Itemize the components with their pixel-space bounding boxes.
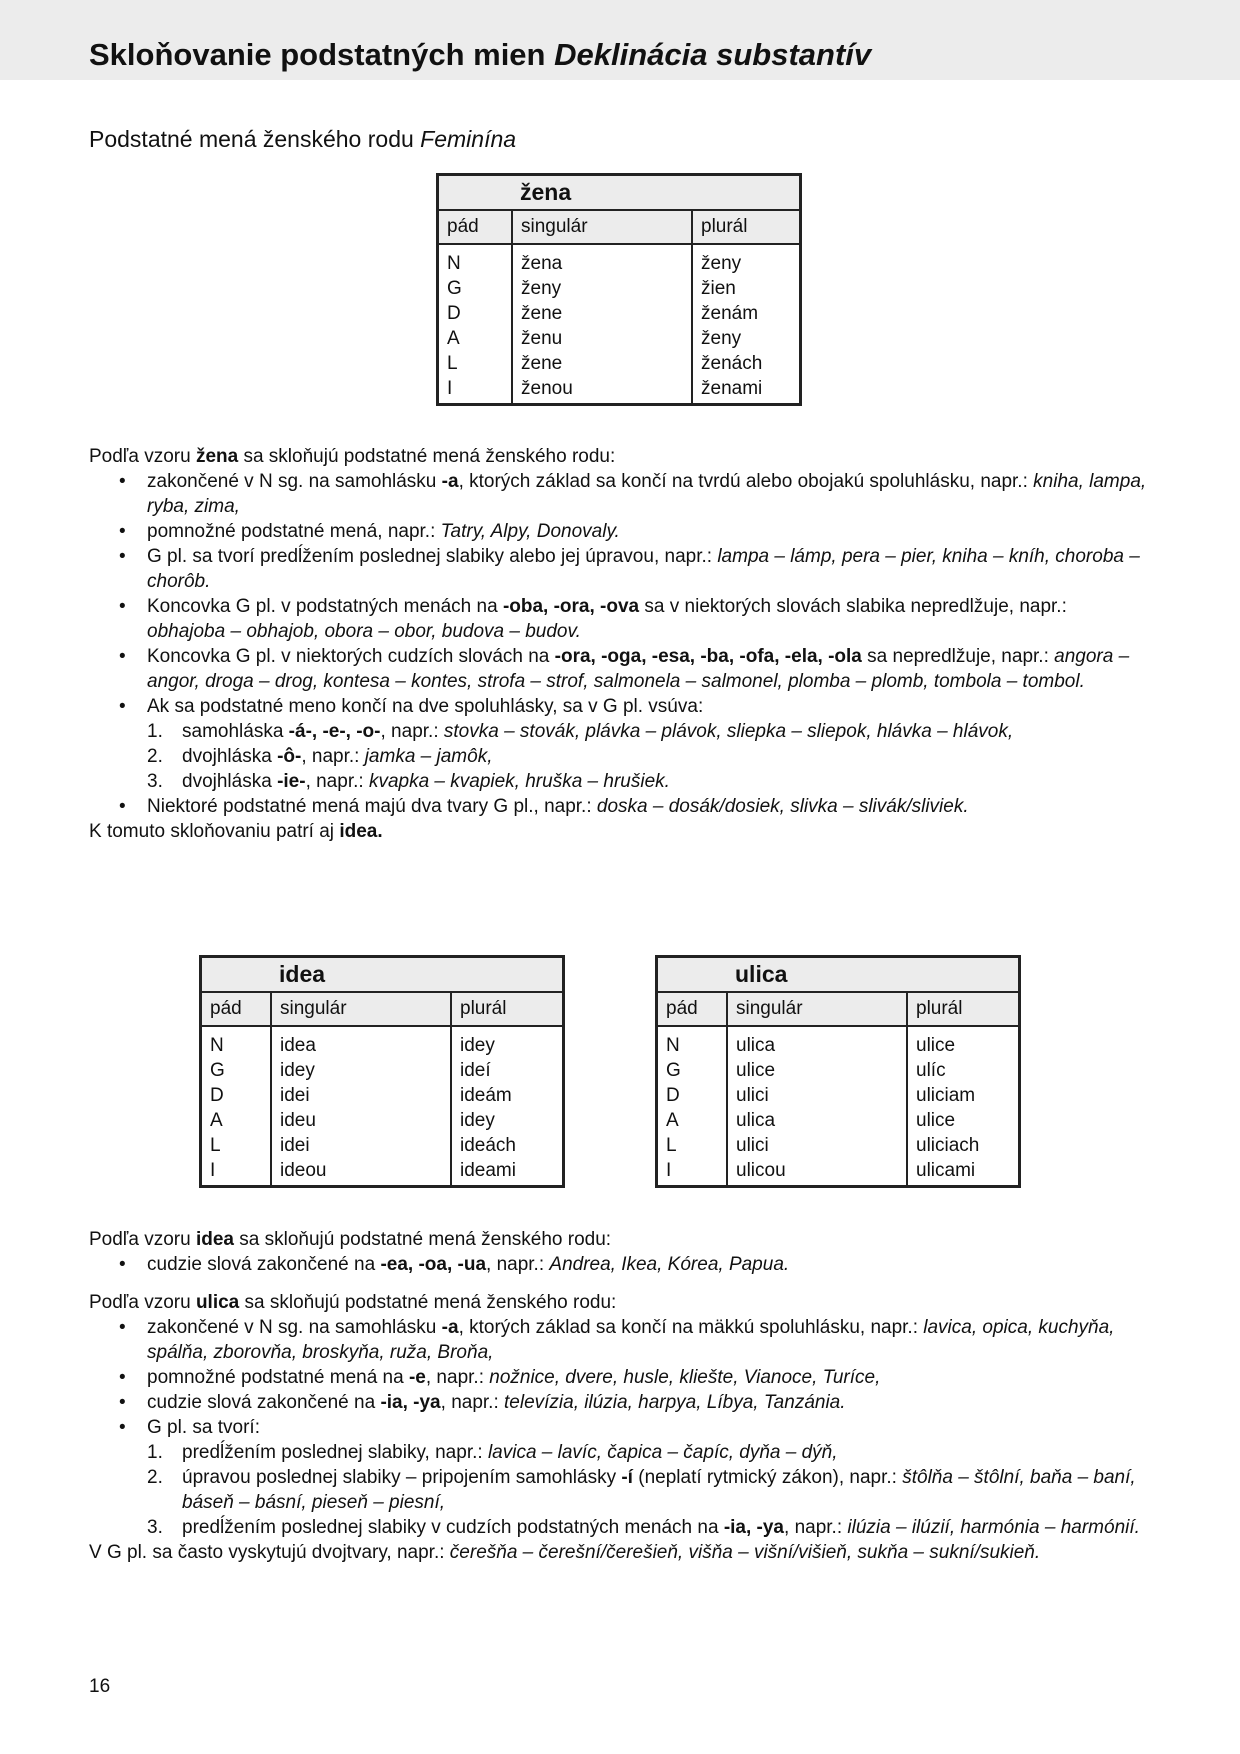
case: I [447, 378, 453, 399]
table-title: žena [512, 175, 801, 211]
list-item: • pomnožné podstatné mená, napr.: Tatry, Alpy, Donovaly. [89, 519, 1149, 544]
rules-outro: K tomuto skloňovaniu patrí aj idea. [89, 821, 383, 842]
table-title: ulica [727, 957, 1020, 993]
singular-column [271, 1026, 451, 1187]
list-item: • cudzie slová zakončené na -ia, -ya, napr.: televízia, ilúzia, harpya, Líbya, Tanzánia. [89, 1390, 1149, 1415]
col-singular: singulár [727, 992, 907, 1026]
form: ženou [521, 378, 573, 399]
form: ulicou [736, 1160, 786, 1181]
list-item: • Koncovka G pl. v niektorých cudzích slovách na -ora, -oga, -esa, -ba, -ofa, -ela, -ola sa nepredlžuje, napr.: angora – angor, droga – drog, kontesa – kontes, strofa – strof, salmonela – salmonel, plomba – plomb, tombola – tombol. [89, 644, 1149, 694]
form: ženy [521, 278, 562, 299]
rules-ulica [89, 1290, 1149, 1565]
case-column [438, 244, 513, 405]
form: ulica [736, 1110, 776, 1131]
rules-zena [89, 444, 1149, 844]
case: L [210, 1135, 221, 1156]
table-title: idea [271, 957, 564, 993]
form: uliciam [916, 1085, 976, 1106]
rules-outro: V G pl. sa často vyskytujú dvojtvary, napr.: čerešňa – čerešní/čerešieň, višňa – višní/višieň, sukňa – sukní/sukieň. [89, 1542, 1041, 1563]
form: ulica [736, 1035, 776, 1056]
form: žien [701, 278, 736, 299]
form: ideám [460, 1085, 512, 1106]
rules-idea [89, 1227, 1149, 1277]
form: ulice [916, 1110, 956, 1131]
singular-column [512, 244, 692, 405]
form: idey [460, 1035, 495, 1056]
col-case: pád [438, 210, 513, 244]
form: ulice [736, 1060, 776, 1081]
case: L [666, 1135, 677, 1156]
col-singular: singulár [512, 210, 692, 244]
page-number: 16 [89, 1676, 111, 1697]
case: N [666, 1035, 680, 1056]
rules-list [89, 469, 1149, 719]
col-singular: singulár [271, 992, 451, 1026]
form: ulici [736, 1085, 769, 1106]
numbered-item: 1. predĺžením poslednej slabiky, napr.: lavica – lavíc, čapica – čapíc, dyňa – dýň, [147, 1442, 838, 1463]
col-case: pád [657, 992, 728, 1026]
case: D [210, 1085, 224, 1106]
form: ulice [916, 1035, 956, 1056]
col-case: pád [201, 992, 272, 1026]
form: žena [521, 253, 563, 274]
form: idei [280, 1135, 310, 1156]
form: ulíc [916, 1060, 946, 1081]
rules-list [89, 1315, 1149, 1440]
case: A [447, 328, 460, 349]
case: D [447, 303, 461, 324]
table-head-blank [438, 175, 513, 211]
case: N [210, 1035, 224, 1056]
form: idey [280, 1060, 315, 1081]
form: ženám [701, 303, 759, 324]
form: ženu [521, 328, 563, 349]
numbered-list [89, 1440, 1149, 1540]
form: idea [280, 1035, 316, 1056]
form: ideami [460, 1160, 516, 1181]
case: A [666, 1110, 679, 1131]
case: I [210, 1160, 216, 1181]
form: idey [460, 1110, 495, 1131]
page-title-main: Skloňovanie podstatných mien [89, 37, 546, 72]
form: ideou [280, 1160, 327, 1181]
form: žene [521, 303, 563, 324]
form: žene [521, 353, 563, 374]
page-title-italic: Deklinácia substantív [554, 37, 872, 72]
table-ulica [655, 955, 1021, 1188]
list-item: • cudzie slová zakončené na -ea, -oa, -ua, napr.: Andrea, Ikea, Kórea, Papua. [89, 1252, 1149, 1277]
table-idea [199, 955, 565, 1188]
col-plural: plurál [692, 210, 801, 244]
case: G [447, 278, 462, 299]
page-title [89, 38, 871, 72]
form: ženy [701, 328, 742, 349]
form: ideách [460, 1135, 516, 1156]
form: ženy [701, 253, 742, 274]
form: ideí [460, 1060, 491, 1081]
table-head-blank [657, 957, 728, 993]
col-plural: plurál [451, 992, 564, 1026]
list-item: • Koncovka G pl. v podstatných menách na -oba, -ora, -ova sa v niektorých slovách slabika nepredlžuje, napr.: obhajoba – obhajob, obora – obor, budova – budov. [89, 594, 1149, 644]
rules-list [89, 1252, 1149, 1277]
list-item: • G pl. sa tvorí predĺžením poslednej slabiky alebo jej úpravou, napr.: lampa – lámp, pera – pier, kniha – kníh, choroba – chorôb. [89, 544, 1149, 594]
case: A [210, 1110, 223, 1131]
case: I [666, 1160, 672, 1181]
form: ideu [280, 1110, 316, 1131]
list-item: • pomnožné podstatné mená na -e, napr.: nožnice, dvere, husle, kliešte, Vianoce, Turíce, [89, 1365, 1149, 1390]
rules-intro: Podľa vzoru idea sa skloňujú podstatné mená ženského rodu: [89, 1229, 612, 1250]
plural-column [907, 1026, 1020, 1187]
table-head-blank [201, 957, 272, 993]
rules-intro: Podľa vzoru žena sa skloňujú podstatné mená ženského rodu: [89, 446, 616, 467]
numbered-item: 3. dvojhláska -ie-, napr.: kvapka – kvapiek, hruška – hrušiek. [147, 771, 670, 792]
singular-column [727, 1026, 907, 1187]
case: G [210, 1060, 225, 1081]
case-column [657, 1026, 728, 1187]
list-item: • Niektoré podstatné mená majú dva tvary G pl., napr.: doska – dosák/dosiek, slivka – slivák/sliviek. [89, 794, 1149, 819]
section-title-italic: Feminína [420, 126, 517, 152]
section-title [89, 126, 516, 153]
case: D [666, 1085, 680, 1106]
list-item: • G pl. sa tvorí: [89, 1415, 1149, 1440]
case: N [447, 253, 461, 274]
list-item: • zakončené v N sg. na samohlásku -a, ktorých základ sa končí na mäkkú spoluhlásku, napr.: lavica, opica, kuchyňa, spálňa, zborovňa, broskyňa, ruža, Broňa, [89, 1315, 1149, 1365]
numbered-list [89, 719, 1149, 794]
col-plural: plurál [907, 992, 1020, 1026]
form: idei [280, 1085, 310, 1106]
form: ulicami [916, 1160, 976, 1181]
list-item: • zakončené v N sg. na samohlásku -a, ktorých základ sa končí na tvrdú alebo obojakú spoluhlásku, napr.: kniha, lampa, ryba, zima, [89, 469, 1149, 519]
form: uliciach [916, 1135, 980, 1156]
numbered-item: 2. dvojhláska -ô-, napr.: jamka – jamôk, [147, 746, 493, 767]
case: L [447, 353, 458, 374]
rules-intro: Podľa vzoru ulica sa skloňujú podstatné mená ženského rodu: [89, 1292, 617, 1313]
numbered-item: 2. úpravou poslednej slabiky – pripojením samohlásky -í (neplatí rytmický zákon), napr.: štôlňa – štôlní, baňa – baní, báseň – básní, pieseň – piesní, [147, 1467, 1136, 1513]
list-item: • Ak sa podstatné meno končí na dve spoluhlásky, sa v G pl. vsúva: [89, 694, 1149, 719]
section-title-main: Podstatné mená ženského rodu [89, 126, 414, 152]
numbered-item: 1. samohláska -á-, -e-, -o-, napr.: stovka – stovák, plávka – plávok, sliepka – sliepok, hlávka – hlávok, [147, 721, 1014, 742]
table-zena [436, 173, 802, 406]
plural-column [451, 1026, 564, 1187]
case-column [201, 1026, 272, 1187]
form: ženách [701, 353, 763, 374]
form: ženami [701, 378, 763, 399]
numbered-item: 3. predĺžením poslednej slabiky v cudzích podstatných menách na -ia, -ya, napr.: ilúzia – ilúzií, harmónia – harmónií. [147, 1517, 1140, 1538]
case: G [666, 1060, 681, 1081]
rules-list [89, 794, 1149, 819]
plural-column [692, 244, 801, 405]
form: ulici [736, 1135, 769, 1156]
